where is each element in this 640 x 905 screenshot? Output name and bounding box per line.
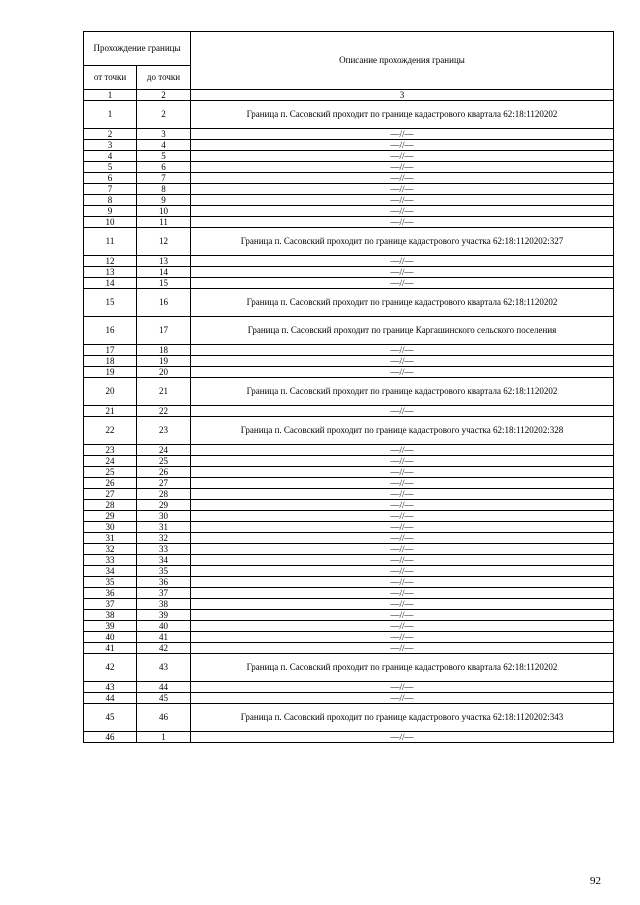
to-point-cell: 31 — [137, 522, 191, 533]
from-point-cell: 1 — [84, 101, 137, 129]
from-point-cell: 41 — [84, 643, 137, 654]
to-point-cell: 1 — [137, 732, 191, 743]
table-row — [84, 267, 614, 278]
description-cell: —//— — [191, 732, 614, 743]
description-cell: —//— — [191, 599, 614, 610]
table-row — [84, 654, 614, 682]
from-point-cell: 35 — [84, 577, 137, 588]
to-point-cell: 43 — [137, 654, 191, 682]
table-row — [84, 445, 614, 456]
from-point-cell: 18 — [84, 356, 137, 367]
from-point-cell: 44 — [84, 693, 137, 704]
table-row — [84, 500, 614, 511]
to-point-cell: 18 — [137, 345, 191, 356]
table-row — [84, 533, 614, 544]
description-cell: —//— — [191, 406, 614, 417]
column-index-row — [84, 90, 614, 101]
description-cell: Граница п. Сасовский проходит по границе кадастрового участка 62:18:1120202:327 — [191, 228, 614, 256]
header-boundary-passage: Прохождение границы — [84, 32, 191, 66]
from-point-cell: 14 — [84, 278, 137, 289]
to-point-cell: 10 — [137, 206, 191, 217]
description-cell: —//— — [191, 256, 614, 267]
description-cell: —//— — [191, 184, 614, 195]
to-point-cell: 27 — [137, 478, 191, 489]
to-point-cell: 19 — [137, 356, 191, 367]
to-point-cell: 35 — [137, 566, 191, 577]
description-cell: —//— — [191, 533, 614, 544]
from-point-cell: 5 — [84, 162, 137, 173]
table-row — [84, 456, 614, 467]
page-number: 92 — [590, 875, 601, 887]
to-point-cell: 40 — [137, 621, 191, 632]
table-row — [84, 682, 614, 693]
from-point-cell: 4 — [84, 151, 137, 162]
description-cell: —//— — [191, 217, 614, 228]
table-row — [84, 162, 614, 173]
from-point-cell: 9 — [84, 206, 137, 217]
from-point-cell: 45 — [84, 704, 137, 732]
description-cell: —//— — [191, 151, 614, 162]
table-row — [84, 184, 614, 195]
table-row — [84, 356, 614, 367]
from-point-cell: 19 — [84, 367, 137, 378]
to-point-cell: 37 — [137, 588, 191, 599]
to-point-cell: 33 — [137, 544, 191, 555]
description-cell: Граница п. Сасовский проходит по границе кадастрового квартала 62:18:1120202 — [191, 101, 614, 129]
from-point-cell: 39 — [84, 621, 137, 632]
from-point-cell: 17 — [84, 345, 137, 356]
description-cell: —//— — [191, 356, 614, 367]
to-point-cell: 2 — [137, 101, 191, 129]
description-cell: —//— — [191, 456, 614, 467]
to-point-cell: 3 — [137, 129, 191, 140]
table-row — [84, 566, 614, 577]
table-row — [84, 522, 614, 533]
to-point-cell: 26 — [137, 467, 191, 478]
table-row — [84, 129, 614, 140]
table-row — [84, 632, 614, 643]
table-row — [84, 704, 614, 732]
table-row — [84, 317, 614, 345]
table-row — [84, 467, 614, 478]
table-row — [84, 544, 614, 555]
from-point-cell: 20 — [84, 378, 137, 406]
from-point-cell: 38 — [84, 610, 137, 621]
to-point-cell: 13 — [137, 256, 191, 267]
description-cell: —//— — [191, 445, 614, 456]
to-point-cell: 36 — [137, 577, 191, 588]
from-point-cell: 34 — [84, 566, 137, 577]
table-body — [84, 101, 614, 743]
from-point-cell: 46 — [84, 732, 137, 743]
table-row — [84, 621, 614, 632]
description-cell: —//— — [191, 500, 614, 511]
description-cell: Граница п. Сасовский проходит по границе кадастрового квартала 62:18:1120202 — [191, 289, 614, 317]
table-row — [84, 289, 614, 317]
table-row — [84, 588, 614, 599]
from-point-cell: 26 — [84, 478, 137, 489]
from-point-cell: 37 — [84, 599, 137, 610]
table-row — [84, 101, 614, 129]
table-row — [84, 577, 614, 588]
from-point-cell: 11 — [84, 228, 137, 256]
description-cell: Граница п. Сасовский проходит по границе кадастрового участка 62:18:1120202:328 — [191, 417, 614, 445]
table-row — [84, 345, 614, 356]
description-cell: —//— — [191, 621, 614, 632]
to-point-cell: 6 — [137, 162, 191, 173]
table-row — [84, 367, 614, 378]
boundary-table — [83, 31, 614, 743]
from-point-cell: 13 — [84, 267, 137, 278]
from-point-cell: 40 — [84, 632, 137, 643]
description-cell: —//— — [191, 467, 614, 478]
description-cell: Граница п. Сасовский проходит по границе кадастрового квартала 62:18:1120202 — [191, 378, 614, 406]
description-cell: —//— — [191, 267, 614, 278]
to-point-cell: 12 — [137, 228, 191, 256]
description-cell: —//— — [191, 693, 614, 704]
from-point-cell: 23 — [84, 445, 137, 456]
description-cell: —//— — [191, 511, 614, 522]
table-row — [84, 478, 614, 489]
table-row — [84, 173, 614, 184]
from-point-cell: 42 — [84, 654, 137, 682]
from-point-cell: 25 — [84, 467, 137, 478]
description-cell: —//— — [191, 278, 614, 289]
description-cell: —//— — [191, 544, 614, 555]
to-point-cell: 34 — [137, 555, 191, 566]
from-point-cell: 6 — [84, 173, 137, 184]
description-cell: —//— — [191, 682, 614, 693]
table-row — [84, 643, 614, 654]
description-cell: —//— — [191, 140, 614, 151]
table-row — [84, 732, 614, 743]
header-to-point: до точки — [137, 66, 191, 90]
table-row — [84, 555, 614, 566]
description-cell: —//— — [191, 195, 614, 206]
from-point-cell: 31 — [84, 533, 137, 544]
from-point-cell: 43 — [84, 682, 137, 693]
description-cell: —//— — [191, 632, 614, 643]
to-point-cell: 4 — [137, 140, 191, 151]
to-point-cell: 41 — [137, 632, 191, 643]
to-point-cell: 23 — [137, 417, 191, 445]
table-row — [84, 256, 614, 267]
header-description: Описание прохождения границы — [191, 32, 614, 90]
table-row — [84, 489, 614, 500]
to-point-cell: 16 — [137, 289, 191, 317]
description-cell: —//— — [191, 478, 614, 489]
to-point-cell: 30 — [137, 511, 191, 522]
table-row — [84, 278, 614, 289]
description-cell: —//— — [191, 566, 614, 577]
from-point-cell: 33 — [84, 555, 137, 566]
from-point-cell: 27 — [84, 489, 137, 500]
from-point-cell: 29 — [84, 511, 137, 522]
description-cell: Граница п. Сасовский проходит по границе кадастрового квартала 62:18:1120202 — [191, 654, 614, 682]
table-row — [84, 417, 614, 445]
to-point-cell: 32 — [137, 533, 191, 544]
table-row — [84, 378, 614, 406]
from-point-cell: 10 — [84, 217, 137, 228]
from-point-cell: 30 — [84, 522, 137, 533]
header-from-point: от точки — [84, 66, 137, 90]
to-point-cell: 17 — [137, 317, 191, 345]
to-point-cell: 14 — [137, 267, 191, 278]
from-point-cell: 7 — [84, 184, 137, 195]
to-point-cell: 22 — [137, 406, 191, 417]
description-cell: —//— — [191, 206, 614, 217]
table-row — [84, 511, 614, 522]
to-point-cell: 15 — [137, 278, 191, 289]
description-cell: —//— — [191, 643, 614, 654]
description-cell: —//— — [191, 129, 614, 140]
description-cell: —//— — [191, 588, 614, 599]
from-point-cell: 12 — [84, 256, 137, 267]
from-point-cell: 16 — [84, 317, 137, 345]
table-row — [84, 151, 614, 162]
to-point-cell: 21 — [137, 378, 191, 406]
description-cell: Граница п. Сасовский проходит по границе Каргашинского сельского поселения — [191, 317, 614, 345]
from-point-cell: 36 — [84, 588, 137, 599]
from-point-cell: 8 — [84, 195, 137, 206]
description-cell: Граница п. Сасовский проходит по границе кадастрового участка 62:18:1120202:343 — [191, 704, 614, 732]
table-row — [84, 206, 614, 217]
from-point-cell: 32 — [84, 544, 137, 555]
table-row — [84, 217, 614, 228]
to-point-cell: 7 — [137, 173, 191, 184]
from-point-cell: 3 — [84, 140, 137, 151]
to-point-cell: 45 — [137, 693, 191, 704]
description-cell: —//— — [191, 522, 614, 533]
table-row — [84, 195, 614, 206]
table-row — [84, 228, 614, 256]
description-cell: —//— — [191, 173, 614, 184]
to-point-cell: 9 — [137, 195, 191, 206]
to-point-cell: 20 — [137, 367, 191, 378]
to-point-cell: 28 — [137, 489, 191, 500]
description-cell: —//— — [191, 555, 614, 566]
to-point-cell: 46 — [137, 704, 191, 732]
from-point-cell: 15 — [84, 289, 137, 317]
description-cell: —//— — [191, 489, 614, 500]
to-point-cell: 42 — [137, 643, 191, 654]
table-row — [84, 140, 614, 151]
column-index-cell: 2 — [137, 90, 191, 101]
to-point-cell: 11 — [137, 217, 191, 228]
to-point-cell: 5 — [137, 151, 191, 162]
table-row — [84, 599, 614, 610]
to-point-cell: 8 — [137, 184, 191, 195]
column-index-cell: 1 — [84, 90, 137, 101]
description-cell: —//— — [191, 610, 614, 621]
to-point-cell: 38 — [137, 599, 191, 610]
column-index-cell: 3 — [191, 90, 614, 101]
to-point-cell: 44 — [137, 682, 191, 693]
table-row — [84, 610, 614, 621]
to-point-cell: 39 — [137, 610, 191, 621]
description-cell: —//— — [191, 577, 614, 588]
from-point-cell: 24 — [84, 456, 137, 467]
from-point-cell: 21 — [84, 406, 137, 417]
from-point-cell: 28 — [84, 500, 137, 511]
from-point-cell: 22 — [84, 417, 137, 445]
to-point-cell: 29 — [137, 500, 191, 511]
to-point-cell: 25 — [137, 456, 191, 467]
to-point-cell: 24 — [137, 445, 191, 456]
description-cell: —//— — [191, 345, 614, 356]
table-header — [84, 32, 614, 101]
from-point-cell: 2 — [84, 129, 137, 140]
description-cell: —//— — [191, 162, 614, 173]
description-cell: —//— — [191, 367, 614, 378]
table-row — [84, 406, 614, 417]
table-row — [84, 693, 614, 704]
